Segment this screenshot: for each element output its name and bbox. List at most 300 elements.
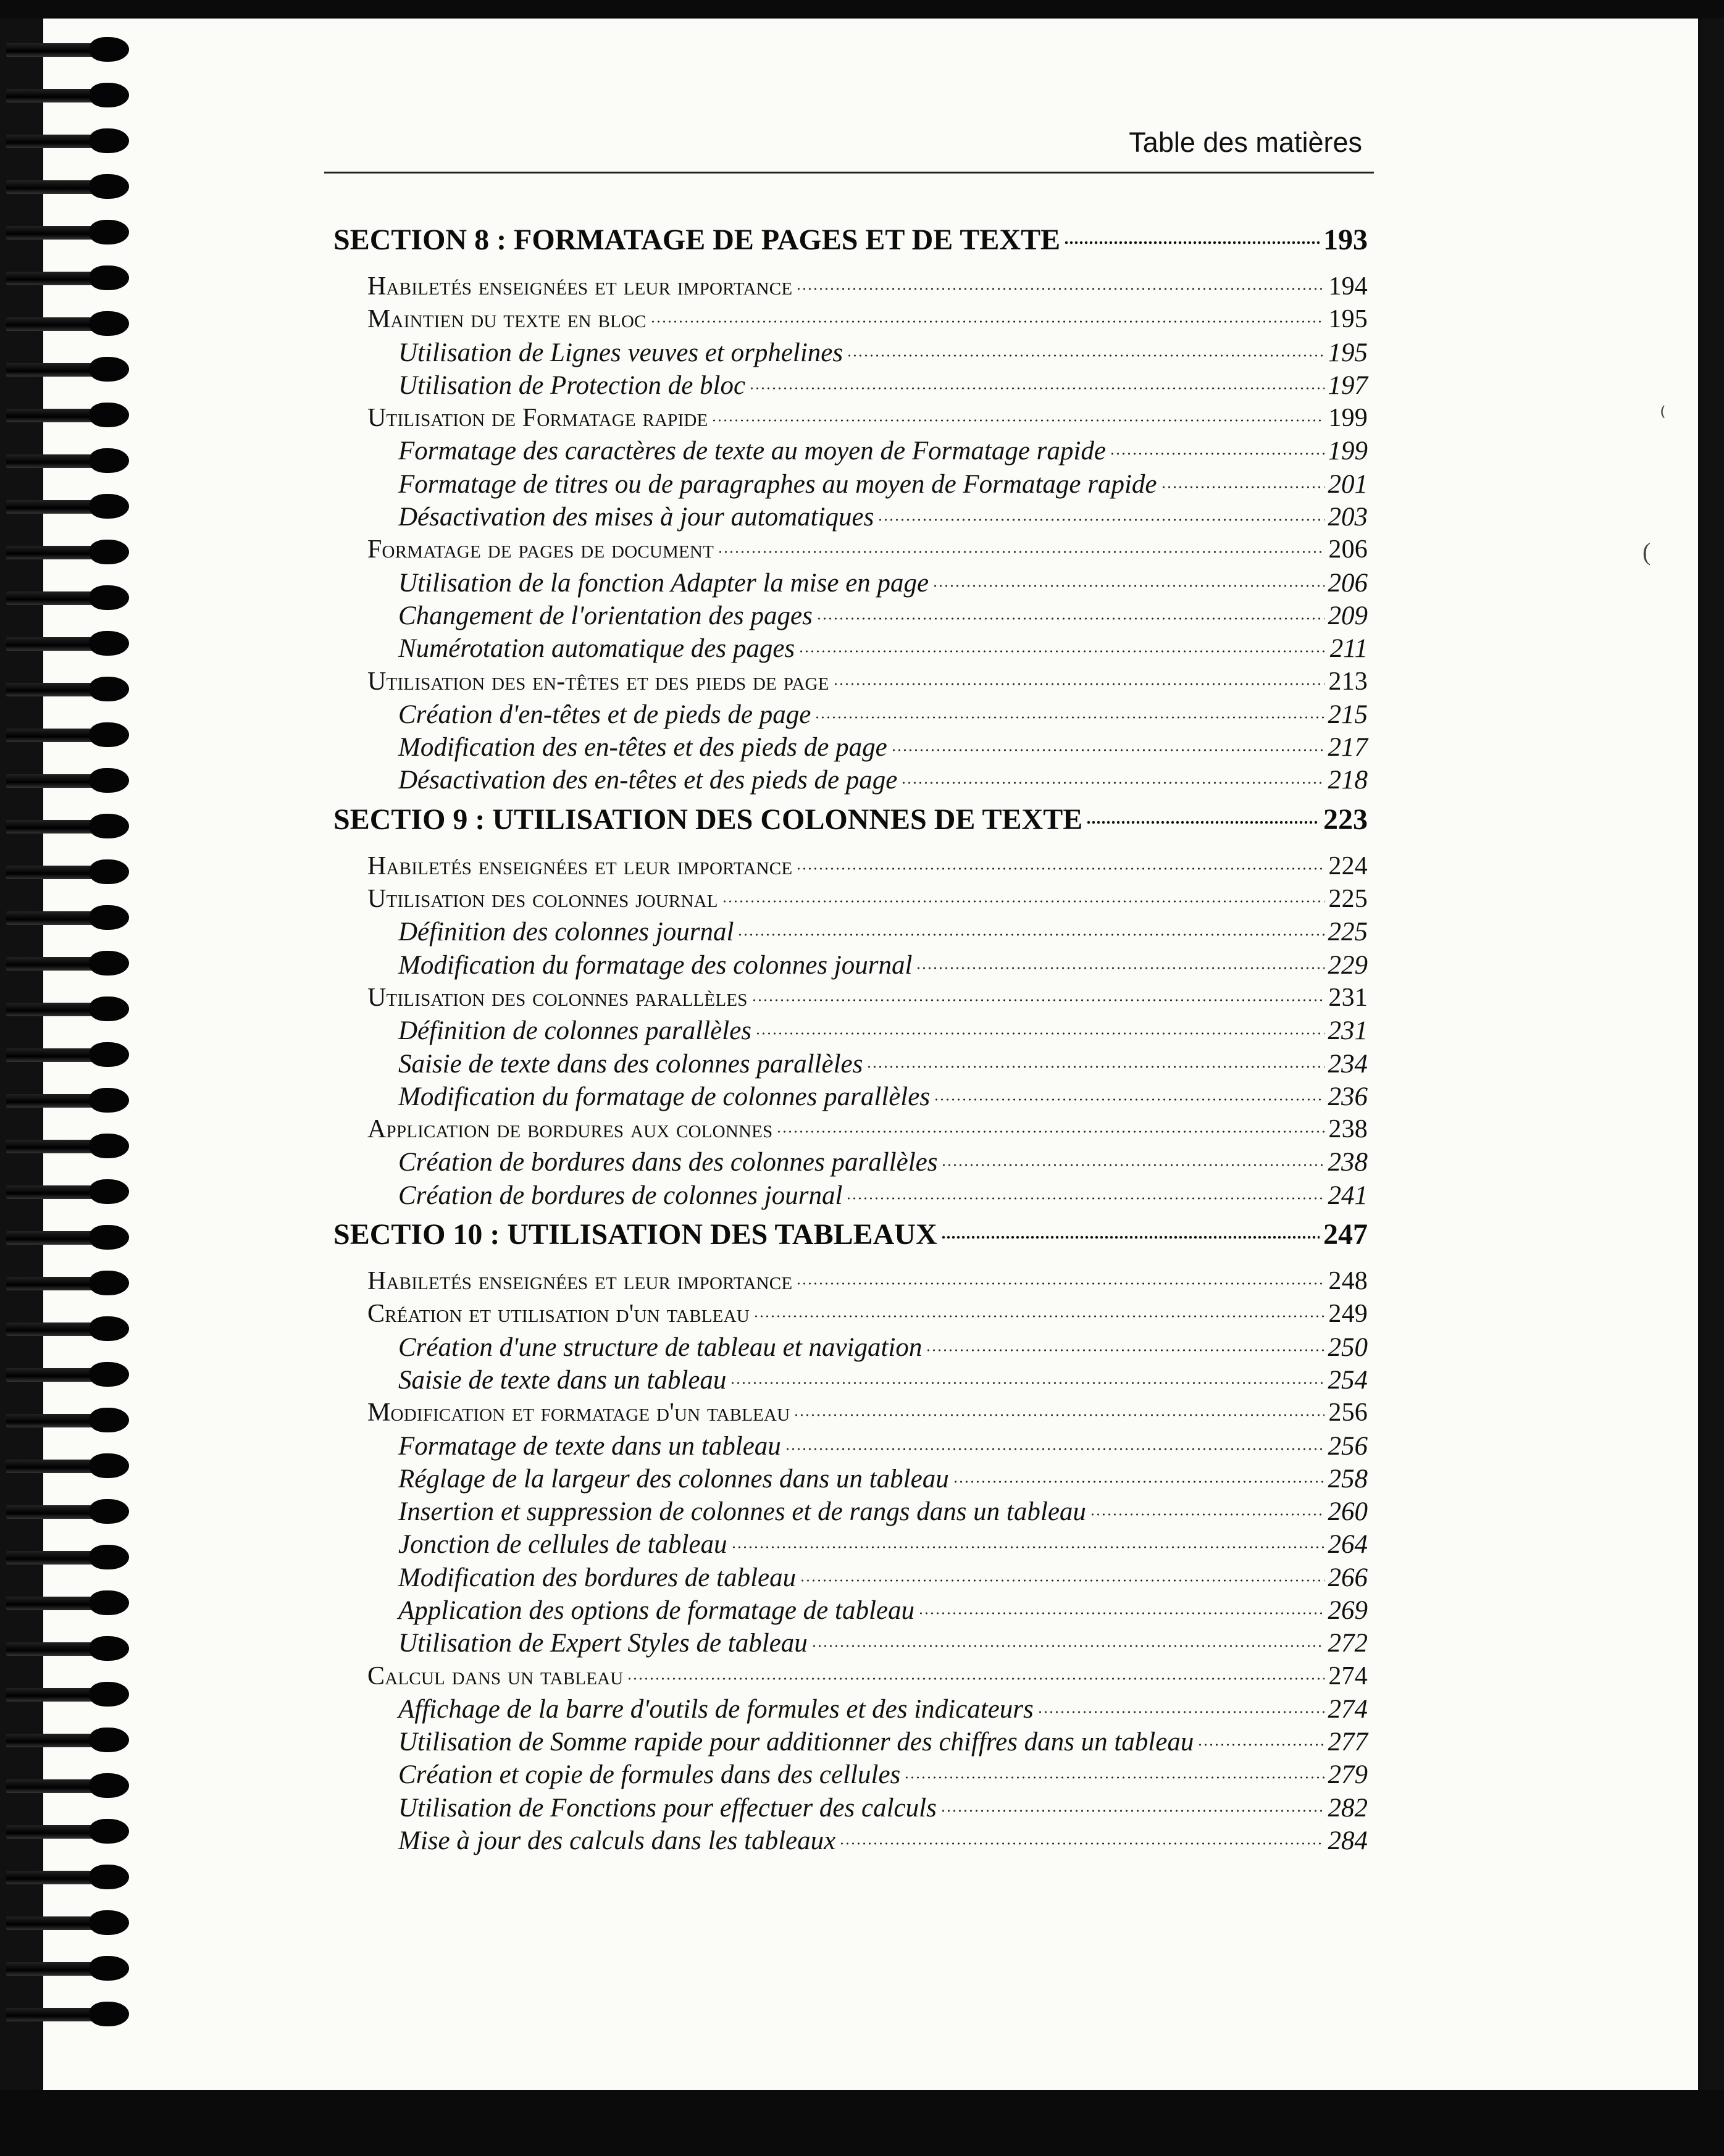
binding-ring	[6, 997, 130, 1022]
binding-hole	[90, 1225, 129, 1250]
binding-hole	[90, 1819, 129, 1844]
entry-page-number: 272	[1328, 1629, 1368, 1658]
binding-hole	[90, 357, 129, 382]
section-heading	[333, 222, 1368, 258]
binding-hole	[90, 951, 129, 976]
binding-hole	[90, 174, 129, 199]
dot-leader	[1161, 484, 1324, 490]
entry-page-number: 256	[1328, 1431, 1368, 1461]
dot-leader	[901, 780, 1324, 786]
binding-wire	[6, 226, 99, 240]
toc-subentry	[333, 1146, 1368, 1179]
entry-label: Jonction de cellules de tableau	[398, 1530, 727, 1560]
entry-label: Création de bordures dans des colonnes parallèles	[398, 1148, 938, 1177]
binding-ring	[6, 1590, 130, 1616]
binding-wire	[6, 911, 99, 925]
binding-ring	[6, 1728, 130, 1753]
entry-page-number: 238	[1328, 1148, 1368, 1177]
entry-page-number: 241	[1328, 1180, 1368, 1210]
binding-ring	[6, 1956, 130, 1982]
entry-page-number: 274	[1328, 1694, 1368, 1724]
entry-label: Création de bordures de colonnes journal	[398, 1180, 843, 1210]
binding-ring	[6, 1682, 130, 1708]
entry-page-number: 218	[1328, 766, 1368, 795]
binding-ring	[6, 1362, 130, 1388]
entry-page-number: 195	[1328, 338, 1368, 367]
binding-hole	[90, 83, 129, 107]
binding-wire	[6, 1597, 99, 1610]
binding-hole	[90, 1545, 129, 1569]
binding-ring	[6, 1910, 130, 1936]
dot-leader	[731, 1544, 1324, 1550]
binding-hole	[90, 2002, 129, 2026]
toc-entry	[333, 1298, 1368, 1331]
binding-hole	[90, 311, 129, 336]
binding-hole	[90, 722, 129, 747]
entry-page-number: 231	[1328, 1016, 1368, 1046]
binding-ring	[6, 1453, 130, 1479]
binding-ring	[6, 448, 130, 474]
entry-page-number: 224	[1328, 851, 1368, 880]
toc-entry	[333, 1397, 1368, 1429]
binding-hole	[90, 448, 129, 473]
binding-ring	[6, 951, 130, 977]
dot-leader	[1110, 451, 1324, 457]
binding-wire	[6, 1962, 99, 1976]
toc-subentry	[333, 600, 1368, 632]
scan-mark: ⁽	[1660, 402, 1666, 430]
scan-mark: (	[1642, 538, 1651, 566]
dot-leader	[941, 1162, 1324, 1168]
entry-label: Calcul dans un tableau	[367, 1661, 624, 1690]
binding-ring	[6, 905, 130, 931]
dot-leader	[776, 1129, 1324, 1135]
binding-wire	[6, 1825, 99, 1839]
entry-page-number: 199	[1328, 437, 1368, 466]
entry-label: Création d'en-têtes et de pieds de page	[398, 700, 811, 729]
entry-page-number: 282	[1328, 1793, 1368, 1823]
binding-hole	[90, 1088, 129, 1113]
binding-wire	[6, 1871, 99, 1884]
dot-leader	[866, 1064, 1324, 1070]
table-of-contents	[333, 222, 1368, 1862]
section-title: SECTIO 10 : UTILISATION DES TABLEAUX	[333, 1218, 937, 1251]
entry-label: Modification du formatage de colonnes parallèles	[398, 1082, 931, 1111]
entry-page-number: 201	[1328, 469, 1368, 499]
section-title: SECTIO 9 : UTILISATION DES COLONNES DE TEXTE	[333, 803, 1083, 836]
toc-subentry	[333, 1014, 1368, 1047]
entry-label: Utilisation de Somme rapide pour additionner des chiffres dans un tableau	[398, 1728, 1194, 1757]
entry-page-number: 231	[1328, 983, 1368, 1012]
binding-wire	[6, 180, 99, 194]
toc-entry	[333, 982, 1368, 1014]
entry-label: Formatage de titres ou de paragraphes au moyen de Formatage rapide	[398, 469, 1157, 499]
binding-wire	[6, 500, 99, 514]
entry-label: Application des options de formatage de tableau	[398, 1595, 915, 1625]
binding-wire	[6, 409, 99, 422]
toc-entry	[333, 883, 1368, 916]
binding-ring	[6, 540, 130, 566]
entry-label: Changement de l'orientation des pages	[398, 601, 813, 630]
entry-label: Modification des bordures de tableau	[398, 1563, 797, 1592]
binding-ring	[6, 1042, 130, 1068]
toc-subentry	[333, 567, 1368, 600]
scan-edge-bottom	[0, 2090, 1724, 2156]
binding-ring	[6, 403, 130, 428]
section-title: SECTION 8 : FORMATAGE DE PAGES ET DE TEXTE	[333, 224, 1061, 256]
spiral-binding	[0, 25, 136, 2093]
binding-hole	[90, 814, 129, 838]
binding-ring	[6, 1225, 130, 1251]
header-rule	[324, 172, 1374, 173]
entry-label: Modification et formatage d'un tableau	[367, 1398, 790, 1427]
dot-leader	[904, 1774, 1324, 1781]
dot-leader	[846, 1195, 1324, 1201]
toc-subentry	[333, 1430, 1368, 1463]
binding-wire	[6, 1916, 99, 1930]
entry-page-number: 266	[1328, 1563, 1368, 1592]
binding-hole	[90, 1362, 129, 1387]
toc-subentry	[333, 1824, 1368, 1857]
binding-wire	[6, 591, 99, 605]
binding-wire	[6, 1277, 99, 1290]
dot-leader	[932, 583, 1324, 589]
dot-leader	[877, 517, 1324, 523]
toc-subentry	[333, 1693, 1368, 1726]
toc-subentry	[333, 1758, 1368, 1791]
binding-hole	[90, 1728, 129, 1752]
dot-leader	[926, 1347, 1324, 1353]
binding-ring	[6, 1865, 130, 1891]
binding-hole	[90, 1408, 129, 1432]
binding-ring	[6, 311, 130, 337]
binding-hole	[90, 677, 129, 701]
scan-edge-top	[0, 0, 1724, 19]
entry-page-number: 215	[1328, 700, 1368, 729]
binding-wire	[6, 2008, 99, 2021]
entry-label: Utilisation de Protection de bloc	[398, 370, 746, 400]
binding-hole	[90, 768, 129, 793]
entry-label: Utilisation de Expert Styles de tableau	[398, 1629, 808, 1658]
entry-label: Définition de colonnes parallèles	[398, 1016, 752, 1046]
binding-hole	[90, 494, 129, 519]
toc-subentry	[333, 1792, 1368, 1824]
binding-hole	[90, 1590, 129, 1615]
dot-leader	[940, 1808, 1324, 1814]
binding-ring	[6, 1773, 130, 1799]
binding-ring	[6, 585, 130, 611]
binding-hole	[90, 37, 129, 62]
binding-wire	[6, 774, 99, 788]
entry-page-number: 238	[1328, 1115, 1368, 1144]
toc-subentry	[333, 1627, 1368, 1660]
section-page-number: 193	[1323, 224, 1368, 256]
toc-subentry	[333, 949, 1368, 982]
binding-hole	[90, 1134, 129, 1158]
entry-label: Création d'une structure de tableau et navigation	[398, 1332, 923, 1362]
dot-leader	[1197, 1742, 1324, 1748]
entry-label: Utilisation de Lignes veuves et orphelines	[398, 338, 843, 367]
section-heading	[333, 1217, 1368, 1253]
binding-ring	[6, 174, 130, 200]
binding-wire	[6, 546, 99, 559]
binding-ring	[6, 1499, 130, 1525]
entry-page-number: 195	[1328, 305, 1368, 334]
toc-subentry	[333, 336, 1368, 369]
binding-hole	[90, 1773, 129, 1798]
dot-leader	[953, 1479, 1324, 1485]
entry-label: Utilisation des colonnes journal	[367, 885, 718, 914]
binding-wire	[6, 729, 99, 742]
entry-page-number: 249	[1328, 1300, 1368, 1329]
toc-subentry	[333, 1080, 1368, 1113]
binding-wire	[6, 683, 99, 696]
binding-wire	[6, 820, 99, 834]
dot-leader	[916, 965, 1324, 971]
entry-page-number: 254	[1328, 1365, 1368, 1395]
binding-hole	[90, 128, 129, 153]
entry-label: Application de bordures aux colonnes	[367, 1115, 773, 1144]
entry-page-number: 264	[1328, 1530, 1368, 1560]
entry-page-number: 229	[1328, 950, 1368, 980]
entry-page-number: 256	[1328, 1398, 1368, 1427]
toc-entry	[333, 533, 1368, 566]
binding-wire	[6, 1003, 99, 1016]
entry-label: Utilisation de Formatage rapide	[367, 404, 708, 433]
entry-label: Désactivation des en-têtes et des pieds de page	[398, 766, 898, 795]
toc-subentry	[333, 369, 1368, 402]
binding-wire	[6, 637, 99, 651]
entry-page-number: 274	[1328, 1661, 1368, 1690]
entry-label: Création et copie de formules dans des cellules	[398, 1760, 901, 1790]
entry-page-number: 203	[1328, 503, 1368, 532]
toc-subentry	[333, 1528, 1368, 1561]
dot-leader	[718, 549, 1324, 555]
binding-ring	[6, 1088, 130, 1114]
binding-hole	[90, 1636, 129, 1661]
entry-page-number: 206	[1328, 535, 1368, 564]
binding-hole	[90, 585, 129, 610]
binding-hole	[90, 1865, 129, 1889]
dot-leader	[1086, 819, 1320, 825]
dot-leader	[753, 1313, 1325, 1319]
entry-label: Numérotation automatique des pages	[398, 634, 795, 664]
binding-ring	[6, 631, 130, 657]
binding-hole	[90, 859, 129, 884]
binding-wire	[6, 1414, 99, 1427]
dot-leader	[811, 1643, 1324, 1649]
toc-subentry	[333, 698, 1368, 731]
binding-wire	[6, 1551, 99, 1565]
entry-page-number: 209	[1328, 601, 1368, 630]
entry-label: Modification du formatage des colonnes journal	[398, 950, 913, 980]
dot-leader	[816, 616, 1324, 622]
section-page-number: 247	[1323, 1218, 1368, 1251]
binding-wire	[6, 1231, 99, 1245]
toc-subentry	[333, 764, 1368, 796]
binding-ring	[6, 494, 130, 520]
toc-subentry	[333, 435, 1368, 467]
binding-wire	[6, 1094, 99, 1108]
binding-wire	[6, 454, 99, 468]
entry-page-number: 236	[1328, 1082, 1368, 1111]
toc-section	[333, 222, 1368, 797]
toc-subentry	[333, 1364, 1368, 1397]
binding-hole	[90, 540, 129, 564]
binding-wire	[6, 1322, 99, 1336]
entry-label: Utilisation des colonnes parallèles	[367, 983, 748, 1012]
binding-wire	[6, 1185, 99, 1199]
toc-section	[333, 802, 1368, 1212]
toc-entry	[333, 666, 1368, 698]
binding-wire	[6, 1642, 99, 1656]
binding-hole	[90, 1453, 129, 1478]
binding-wire	[6, 1140, 99, 1153]
entry-label: Mise à jour des calculs dans les tableaux	[398, 1826, 836, 1856]
toc-subentry	[333, 1726, 1368, 1758]
dot-leader	[627, 1676, 1324, 1682]
toc-subentry	[333, 1048, 1368, 1080]
dot-leader	[839, 1841, 1324, 1847]
dot-leader	[1037, 1709, 1324, 1715]
binding-wire	[6, 363, 99, 377]
entry-label: Utilisation de la fonction Adapter la mise en page	[398, 568, 929, 598]
binding-wire	[6, 1048, 99, 1062]
binding-wire	[6, 1779, 99, 1793]
dot-leader	[1090, 1511, 1324, 1518]
binding-hole	[90, 1042, 129, 1067]
entry-label: Affichage de la barre d'outils de formules et des indicateurs	[398, 1694, 1034, 1724]
entry-page-number: 197	[1328, 370, 1368, 400]
toc-subentry	[333, 1495, 1368, 1528]
dot-leader	[796, 866, 1324, 872]
toc-subentry	[333, 1561, 1368, 1594]
binding-ring	[6, 1316, 130, 1342]
binding-ring	[6, 37, 130, 63]
toc-entry	[333, 303, 1368, 336]
binding-hole	[90, 905, 129, 930]
toc-entry	[333, 1660, 1368, 1693]
toc-entry	[333, 850, 1368, 883]
binding-wire	[6, 1460, 99, 1473]
toc-subentry	[333, 916, 1368, 948]
dot-leader	[934, 1097, 1324, 1103]
binding-ring	[6, 1819, 130, 1845]
toc-subentry	[333, 468, 1368, 501]
entry-label: Habiletés enseignées et leur importance	[367, 272, 793, 301]
binding-wire	[6, 1368, 99, 1382]
binding-hole	[90, 220, 129, 244]
binding-hole	[90, 1271, 129, 1295]
entry-page-number: 277	[1328, 1728, 1368, 1757]
dot-leader	[737, 932, 1324, 938]
dot-leader	[798, 648, 1326, 654]
dot-leader	[749, 385, 1324, 391]
entry-page-number: 194	[1328, 272, 1368, 301]
dot-leader	[833, 681, 1325, 687]
binding-hole	[90, 631, 129, 656]
section-heading	[333, 802, 1368, 838]
entry-label: Insertion et suppression de colonnes et de rangs dans un tableau	[398, 1497, 1086, 1527]
binding-ring	[6, 128, 130, 154]
dot-leader	[847, 353, 1324, 359]
binding-ring	[6, 2002, 130, 2028]
binding-ring	[6, 1545, 130, 1571]
binding-ring	[6, 814, 130, 840]
binding-ring	[6, 722, 130, 748]
toc-subentry	[333, 731, 1368, 764]
entry-label: Utilisation de Fonctions pour effectuer des calculs	[398, 1793, 937, 1823]
binding-ring	[6, 677, 130, 703]
toc-subentry	[333, 1179, 1368, 1212]
entry-page-number: 250	[1328, 1332, 1368, 1362]
toc-subentry	[333, 501, 1368, 533]
running-header: Table des matières	[1129, 127, 1362, 158]
dot-leader	[796, 286, 1324, 292]
entry-label: Habiletés enseignées et leur importance	[367, 1267, 793, 1296]
entry-label: Création et utilisation d'un tableau	[367, 1300, 750, 1329]
binding-hole	[90, 1682, 129, 1707]
dot-leader	[941, 1234, 1320, 1240]
dot-leader	[1064, 240, 1320, 246]
dot-leader	[814, 714, 1324, 721]
binding-ring	[6, 357, 130, 383]
binding-ring	[6, 220, 130, 246]
dot-leader	[722, 898, 1325, 905]
entry-label: Formatage de texte dans un tableau	[398, 1431, 781, 1461]
dot-leader	[751, 997, 1325, 1003]
entry-label: Saisie de texte dans un tableau	[398, 1365, 727, 1395]
binding-wire	[6, 135, 99, 148]
binding-wire	[6, 1688, 99, 1702]
entry-page-number: 217	[1328, 733, 1368, 763]
entry-page-number: 279	[1328, 1760, 1368, 1790]
entry-label: Maintien du texte en bloc	[367, 305, 646, 334]
entry-page-number: 248	[1328, 1267, 1368, 1296]
entry-label: Définition des colonnes journal	[398, 917, 734, 947]
binding-wire	[6, 1734, 99, 1747]
entry-page-number: 213	[1328, 667, 1368, 696]
binding-hole	[90, 265, 129, 290]
dot-leader	[891, 747, 1324, 753]
toc-entry	[333, 270, 1368, 303]
dot-leader	[793, 1412, 1324, 1418]
entry-page-number: 225	[1328, 885, 1368, 914]
binding-wire	[6, 957, 99, 971]
entry-page-number: 206	[1328, 568, 1368, 598]
entry-label: Désactivation des mises à jour automatiques	[398, 503, 874, 532]
binding-hole	[90, 997, 129, 1021]
dot-leader	[650, 319, 1325, 325]
entry-page-number: 199	[1328, 404, 1368, 433]
binding-wire	[6, 1505, 99, 1519]
binding-wire	[6, 272, 99, 285]
binding-hole	[90, 1910, 129, 1935]
dot-leader	[730, 1380, 1324, 1386]
binding-ring	[6, 1179, 130, 1205]
dot-leader	[800, 1577, 1324, 1584]
binding-ring	[6, 83, 130, 109]
entry-label: Modification des en-têtes et des pieds de page	[398, 733, 887, 763]
binding-wire	[6, 89, 99, 102]
binding-wire	[6, 317, 99, 331]
dot-leader	[918, 1610, 1324, 1616]
binding-wire	[6, 866, 99, 879]
entry-page-number: 211	[1329, 634, 1368, 664]
entry-label: Saisie de texte dans des colonnes parallèles	[398, 1049, 863, 1079]
entry-label: Réglage de la largeur des colonnes dans un tableau	[398, 1464, 949, 1494]
toc-entry	[333, 402, 1368, 435]
